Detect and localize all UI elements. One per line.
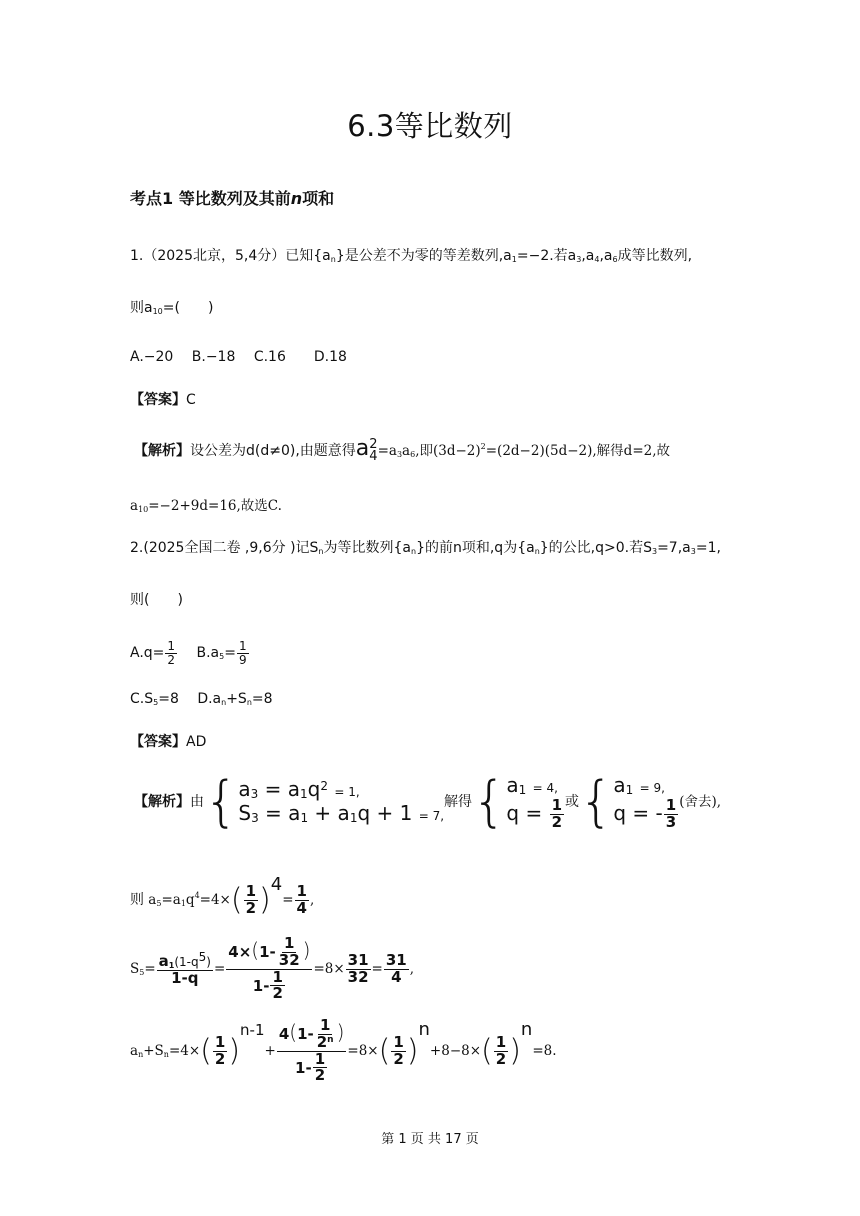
q2-stem-line1: 2.(2025全国二卷 ,9,6分 )记$S_n$为等比数列$\{a_n\}$的前n项和,q为$\{a_n\}$的公比,q>0.若$S_3=7,a_3=1$,	[130, 540, 721, 556]
q2-stem-line2: 则( )	[130, 592, 183, 608]
q1-stem-line1: 1.（2025北京，5,4分）已知$\{a_n\}$是公差不为零的等差数列$,a_1=-2$.若$a_3,a_4,a_6$成等比数列,	[130, 248, 693, 264]
q2-analysis-s5: $S_5=$ $\frac{a_1(1-q^5)}{1-q}$ = 4×(1- $\frac{1}{32}$ ) 1- $\frac{1}{2}$ =8× $\frac{31}{32}$ = $\frac{31}{4}$ ,	[130, 934, 415, 1003]
q2-options-ab: A.q= $\frac{1}{2}$ $B.a_5=$ $\frac{1}{9}$	[130, 639, 247, 667]
q2-analysis-an-sn: $a_n+S_n=4\times$( $\frac{1}{2}$ )$^{n-1}$+ 4(1- $\frac{1}{2^n}$ ) 1- $\frac{1}{2}$ =8×( $\frac{1}{2}$ )$^n$+8−8×( $\frac{1}{2}$ )$^n$=8.	[130, 1016, 557, 1085]
section-heading: 考点1 等比数列及其前n项和	[130, 189, 335, 208]
q1-analysis-line2: $a_{10}=-2+9d=16$,故选C.	[130, 498, 282, 514]
q1-answer: 【答案】C	[130, 392, 196, 408]
page-footer: 第 1 页 共 17 页	[381, 1132, 479, 1147]
q2-analysis-system: 【解析】由{ $a_3 = a_1q^2 = 1$, $S_3 = a_1 + a_1q + 1 = 7$, 解得{ $a_1 = 4$, q = $\frac{1}{2}$ 或{ $a_1 = 9$, q = - $\frac{1}{3}$ (舍去),	[134, 770, 722, 834]
q1-analysis-line1: 【解析】设公差为d(d≠0),由题意得a 2 4 $=a_3a_6$,即$(3d-2)^2=(2d-2)(5d-2)$,解得d=2,故	[134, 436, 671, 464]
q2-analysis-a5: 则 $a_5=a_1q^4=4\times$( $\frac{1}{2}$ )$^4$= $\frac{1}{4}$ ,	[130, 874, 315, 918]
q1-stem-line2: 则$a_{10}=$( )	[130, 300, 214, 316]
q1-options: A.−20 B.−18 C.16 D.18	[130, 349, 347, 365]
q2-options-cd: $C.S_5=8$ $D.a_n+S_n=8$	[130, 691, 273, 707]
q2-answer: 【答案】AD	[130, 734, 207, 750]
page-title: 6.3等比数列	[347, 109, 513, 143]
